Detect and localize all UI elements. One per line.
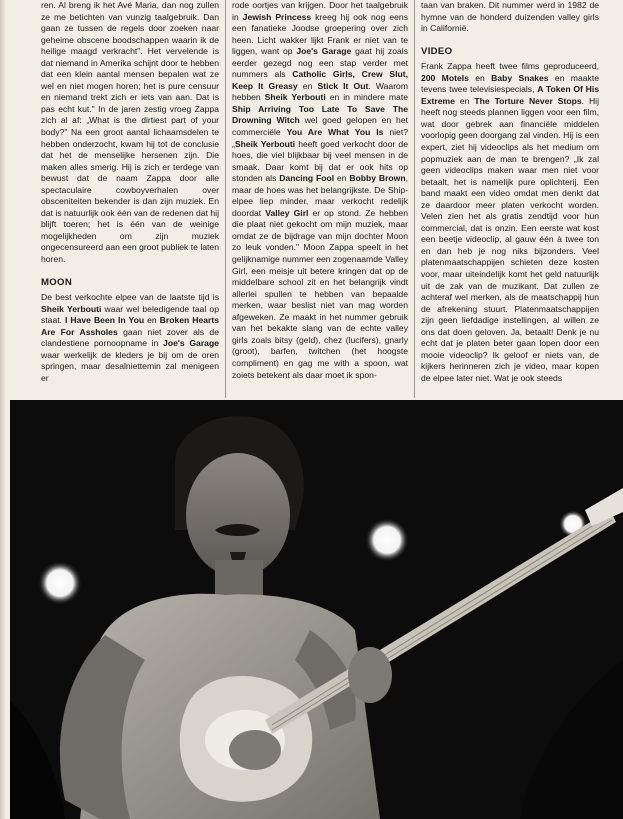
bold-title-run: 200 Motels [421, 72, 469, 83]
text-run: en [144, 315, 160, 326]
neck [215, 560, 263, 600]
bold-title-run: Stick It Out [317, 80, 369, 91]
column-3-paragraph-2 [421, 61, 599, 384]
bold-title-run: Broken Hearts Are For Assholes [41, 315, 220, 337]
bold-title-run: Dancing Fool [279, 173, 335, 184]
article-column-3 [415, 0, 605, 398]
text-run: heeft goed verkocht door de hoes, die viel blijkbaar bij veel mensen in de smaak. Daar komt bij dat er ook hits op stonden als [232, 138, 408, 184]
picking-hand [229, 730, 281, 770]
text-run: en maakte tevens twee televisiespecials, [421, 72, 599, 95]
bold-title-run: I Have Been In You [65, 315, 145, 326]
text-run: en [297, 80, 318, 91]
text-run: kreeg hij ook nog eens een fanatieke Joodse groepering over zich heen. Licht wakker lijkt Frank er niet van te liggen, want op [232, 11, 408, 57]
text-run: De best verkochte elpee van de laatste tijd is [41, 292, 219, 303]
guitarist-photo-illustration [10, 400, 623, 819]
text-run: gaan niet zover als de clandestiene pornoopname in [41, 326, 219, 349]
bold-title-run: You Are What You Is [286, 127, 384, 138]
text-run: er op stond. Ze hebben die plaat niet gekocht om mijn muziek, maar omdat ze de bijdrage van mijn dochter Moon zo leuk vonden." Moon Zappa speelt in het gelijknamige nummer een zogenaamde Valley Girl, een meisje uit betere kringen dat op de middelbare school zit en het belangrijk vindt allerlei spullen te hebben van bepaalde merken, waar beslist niet van mag worden afgeweken. Ze maakt in het nummer gebruik van het bekakte slang van de echte valley girls zoals bitsy (geld), chez (lucifers), gnarly (groot), barfen, twitchen (het hoogste compliment) en gag me with a spoon, wat zoiets betekent als daar moet ik spon- [232, 207, 408, 380]
bold-title-run: The Torture Never Stops [474, 95, 582, 106]
bold-title-run: Sheik Yerbouti [234, 138, 296, 149]
text-run: Frank Zappa heeft twee films geproduceerd, [421, 61, 599, 72]
bold-title-run: Ship Arriving Too Late To Save The Drowning Witch [232, 103, 408, 126]
section-heading-video: VIDEO [421, 45, 453, 57]
bold-title-run: Joe's Garage [163, 338, 219, 349]
text-run: . Hij heeft nog steeds plannen liggen voor een film, wat door gebrek aan financiële middelen voorlopig geen doorgang zal vinden. Hij is een expert, ziet hij videoclips als het medium om popmuziek aan de man te brengen? „Ik zal geen videoclips maken waar men niet voor betaalt, het is namelijk pure oplichterij. Een band maakt een video omdat men denkt dat ze daardoor meer platen verkocht worden. Velen zien het als gratis zendtijd voor hun commercial, dat is onzin. Een eerste wat kost een beetje videoclip, al gauw één à twee ton en dan heb je nog niks bijzonders. Veel platenmaatschappijen schieten deze kosten voor, maar uiteindelijk komt het geld natuurlijk uit de zak van de muzikant. Dat zullen ze achteraf wel merken, als de maatschappij hun de afrekening stuurt. Platenmaatschappijen zijn geen liefdadige instellingen, al willen ze ons dat doen geloven. Ja, betaalt! Denk je nu echt dat je platen beter gaan lopen door een mooie videoclip? Ik geloof er niets van, de kijkers herinneren zich je video, maar kopen de elpee later niet. Wat je ook steeds [421, 95, 599, 383]
bold-title-run: Jewish Princess [242, 11, 312, 22]
stage-light-right [365, 518, 409, 562]
page-spine-shadow [0, 0, 6, 819]
column-1-paragraph-2 [41, 292, 219, 384]
bold-title-run: Sheik Yerbouti [41, 303, 102, 314]
text-run: en in mindere mate [325, 92, 408, 103]
bold-title-run: Valley Girl [265, 207, 309, 218]
text-run: rode oortjes van krijgen. Door het taalgebruik in [232, 0, 408, 22]
text-run: en [334, 173, 350, 184]
text-run: waar werkelijk de kleders je bij om de oren springen, maar desalniettemin zal menigeen er [41, 349, 219, 383]
bold-title-run: Sheik Yerbouti [264, 92, 326, 103]
fretting-hand [348, 647, 392, 703]
column-2-paragraph [232, 0, 408, 381]
article-column-2 [225, 0, 415, 398]
text-run: wel goed gelopen en het commerciële [232, 115, 408, 138]
text-run: en [454, 95, 475, 106]
concert-photo [10, 400, 623, 819]
bold-title-run: Joe's Garage [296, 46, 352, 57]
section-heading-moon: MOON [41, 276, 73, 288]
article-columns [35, 0, 607, 398]
text-run: niet? „ [232, 127, 408, 149]
column-3-paragraph-1: taan van braken. Dit nummer werd in 1982 de hymne van de honderd duizenden valley girls in Californië. [421, 0, 599, 34]
text-run: , maar de hoes was het belangrijkste. De Ship-elpee liep minder, maar verkocht redelijk doordat [232, 173, 408, 218]
bold-title-run: A Token Of His Extreme [421, 84, 600, 106]
bold-title-run: Catholic Girls, Crew Slut, Keep It Greasy [232, 69, 408, 91]
bold-title-run: Bobby Brown [349, 173, 406, 184]
article-column-1 [35, 0, 225, 398]
column-1-paragraph-1: ren. Al breng ik het Avé Maria, dan nog zullen ze me betichten van vunzig taalgebruik. Dan gaan ze tussen de regels door zoeken naar geheime obscene boodschappen waarin ik de heilige maagd verkracht". Het vervelende is dat niemand in Amerika schijnt door te hebben dat een klein aantal mensen bepalen wat ze wel en niet mogen horen; het is pure censuur en niemand trekt zich er iets van aan. Dat is pas echt kut." In de jaren zestig vroeg Zappa zich al af: „What is the dirtiest part of your body?" Na een groot aantal lichaamsdelen te hebben onderzocht, kwam hij tot de conclusie dat het de menselijke hersenen zijn. Die maken alles smerig. Hij is zich er terdege van bewust dat de naam Zappa door alle spectaculaire cowboyverhalen over obsceniteiten bekender is dan zijn muziek. En dat is natuurlijk ook één van de redenen dat hij blijft toeren; het is één van de weinige mogelijkheden om zijn muziek ongecensureerd aan een groot publiek te laten horen. [41, 0, 219, 265]
text-run: en [468, 72, 492, 83]
text-run: gaat hij zoals eerder gezegd nog een stap verder met nummers als [232, 46, 408, 80]
text-run: . Waarom hebben [232, 80, 408, 103]
bold-title-run: Baby Snakes [491, 72, 549, 83]
stage-light-left [38, 561, 82, 605]
text-run: waar wel beledigende taal op staat. [41, 303, 219, 326]
